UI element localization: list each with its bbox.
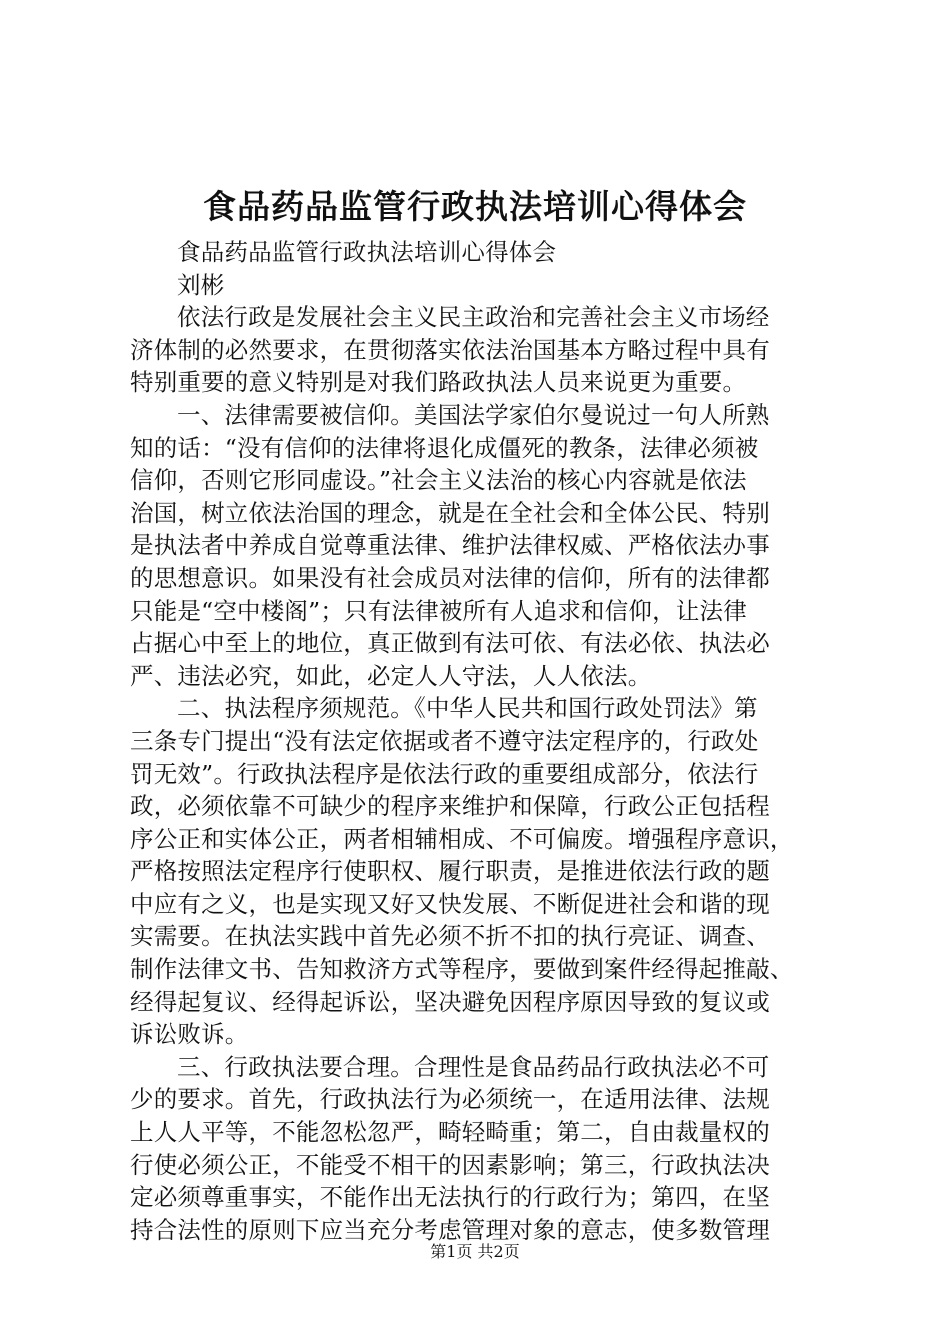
paragraph-line: 制作法律文书、告知救济方式等程序，要做到案件经得起推敲、 bbox=[130, 955, 794, 984]
paragraph-line: 三、行政执法要合理。合理性是食品药品行政执法必不可 bbox=[177, 1052, 770, 1081]
page-footer: 第1页 共2页 bbox=[430, 1242, 520, 1261]
paragraph-line: 信仰，否则它形同虚设。”社会主义法治的核心内容就是依法 bbox=[130, 466, 747, 495]
paragraph-line: 上人人平等，不能忽松忽严，畸轻畸重；第二，自由裁量权的 bbox=[130, 1118, 770, 1147]
paragraph-line: 特别重要的意义特别是对我们路政执法人员来说更为重要。 bbox=[130, 368, 747, 397]
paragraph-line: 行使必须公正，不能受不相干的因素影响；第三，行政执法决 bbox=[130, 1150, 770, 1179]
paragraph-line: 只能是“空中楼阁”；只有法律被所有人追求和信仰，让法律 bbox=[130, 596, 747, 625]
paragraph-line: 罚无效”。行政执法程序是依法行政的重要组成部分，依法行 bbox=[130, 759, 759, 788]
paragraph-line: 诉讼败诉。 bbox=[130, 1020, 249, 1049]
paragraph-line: 三条专门提出“没有法定依据或者不遵守法定程序的，行政处 bbox=[130, 726, 759, 755]
paragraph-line: 中应有之义，也是实现又好又快发展、不断促进社会和谐的现 bbox=[130, 889, 770, 918]
paragraph-line: 知的话：“没有信仰的法律将退化成僵死的教条，法律必须被 bbox=[130, 433, 759, 462]
paragraph-line: 治国，树立依法治国的理念，就是在全社会和全体公民、特别 bbox=[130, 498, 770, 527]
document-body bbox=[130, 236, 850, 1246]
paragraph-line: 严格按照法定程序行使职权、履行职责，是推进依法行政的题 bbox=[130, 857, 770, 886]
paragraph-line: 是执法者中养成自觉尊重法律、维护法律权威、严格依法办事 bbox=[130, 531, 770, 560]
document-title: 食品药品监管行政执法培训心得体会 bbox=[203, 187, 747, 226]
paragraph-line: 的思想意识。如果没有社会成员对法律的信仰，所有的法律都 bbox=[130, 563, 770, 592]
paragraph-line: 一、法律需要被信仰。美国法学家伯尔曼说过一句人所熟 bbox=[177, 400, 770, 429]
paragraph-line: 食品药品监管行政执法培训心得体会 bbox=[177, 238, 557, 266]
paragraph-line: 经得起复议、经得起诉讼，坚决避免因程序原因导致的复议或 bbox=[130, 987, 770, 1016]
paragraph-line: 政，必须依靠不可缺少的程序来维护和保障，行政公正包括程 bbox=[130, 792, 770, 821]
paragraph-line: 刘彬 bbox=[177, 270, 225, 299]
paragraph-line: 序公正和实体公正，两者相辅相成、不可偏废。增强程序意识， bbox=[130, 824, 794, 853]
paragraph-line: 济体制的必然要求，在贯彻落实依法治国基本方略过程中具有 bbox=[130, 335, 770, 364]
paragraph-line: 严、违法必究，如此，必定人人守法，人人依法。 bbox=[130, 661, 652, 690]
paragraph-line: 持合法性的原则下应当充分考虑管理对象的意志，使多数管理 bbox=[130, 1215, 770, 1244]
paragraph-line: 少的要求。首先，行政执法行为必须统一，在适用法律、法规 bbox=[130, 1085, 770, 1114]
paragraph-line: 占据心中至上的地位，真正做到有法可依、有法必依、执法必 bbox=[130, 629, 770, 658]
paragraph-line: 依法行政是发展社会主义民主政治和完善社会主义市场经 bbox=[177, 303, 770, 332]
paragraph-line: 二、执法程序须规范。《中华人民共和国行政处罚法》第 bbox=[177, 694, 758, 723]
paragraph-line: 定必须尊重事实，不能作出无法执行的行政行为；第四，在坚 bbox=[130, 1183, 770, 1212]
paragraph-line: 实需要。在执法实践中首先必须不折不扣的执行亮证、调查、 bbox=[130, 922, 770, 951]
